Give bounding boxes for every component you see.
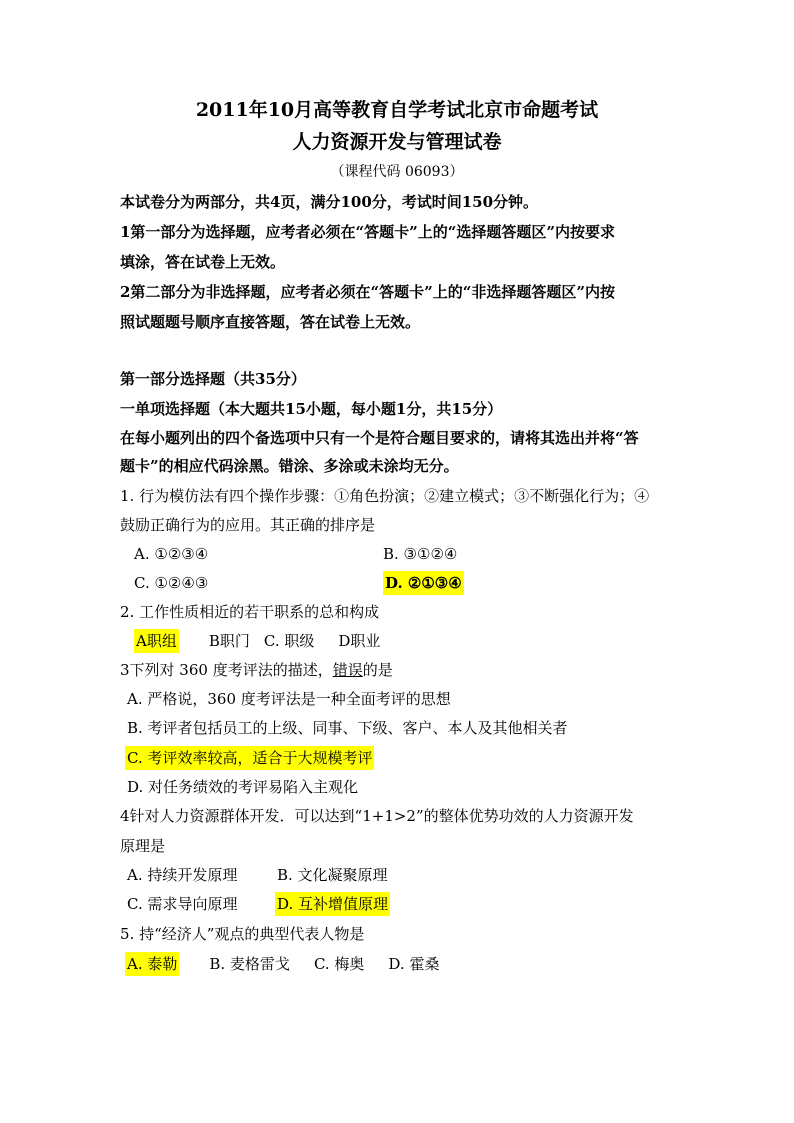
- section-heading: 一单项选择题（本大题共15小题，每小题1分，共15分）: [120, 400, 503, 418]
- course-code: （课程代码 06093）: [330, 164, 464, 180]
- directions-line-b: 题卡”的相应代码涂黑。错涂、多涂或未涂均无分。: [120, 457, 459, 475]
- q4-stem-b: 原理是: [120, 837, 166, 855]
- q1-option-c: C. ①②④③: [134, 574, 209, 592]
- q2-stem: 2. 工作性质相近的若干职系的总和构成: [120, 603, 380, 621]
- answer-highlight: D. 互补增值原理: [275, 892, 390, 916]
- q5-option-d: D. 霍桑: [388, 955, 440, 973]
- q3-stem-text: 3下列对 360 度考评法的描述，: [120, 661, 333, 679]
- q1-option-d-answer: [383, 573, 464, 593]
- q3-option-d: D. 对任务绩效的考评易陷入主观化: [127, 778, 359, 796]
- instruction-line2b: 填涂，答在试卷上无效。: [120, 253, 286, 271]
- q2-option-a-answer: A职组: [134, 629, 179, 653]
- q3-stem: [120, 660, 393, 680]
- instruction-line3b: 照试题题号顺序直接答题，答在试卷上无效。: [120, 313, 421, 331]
- q5-option-c: C. 梅奥: [313, 955, 365, 973]
- instruction-line3a: 2第二部分为非选择题，应考者必须在“答题卡”上的“非选择题答题区”内按: [120, 283, 615, 301]
- exam-title-line1: 2011年10月高等教育自学考试北京市命题考试: [195, 99, 599, 121]
- q5-options: [125, 954, 439, 974]
- q3-stem-emphasis: 错误: [332, 661, 363, 679]
- part1-heading: 第一部分选择题（共35分）: [120, 370, 306, 388]
- exam-title-line2: 人力资源开发与管理试卷: [292, 131, 502, 153]
- q3-option-a: A. 严格说，360 度考评法是一种全面考评的思想: [127, 690, 451, 708]
- q3-stem-end: 的是: [362, 661, 393, 679]
- q4-stem-a: 4针对人力资源群体开发．可以达到“1+1>2”的整体优势功效的人力资源开发: [120, 807, 634, 825]
- q2-option-c: C. 职级: [263, 632, 315, 650]
- directions-line-a: 在每小题列出的四个备选项中只有一个是符合题目要求的，请将其选出并将“答: [120, 429, 639, 447]
- q4-option-c: C. 需求导向原理: [127, 895, 238, 913]
- q1-option-b: B. ③①②④: [383, 545, 458, 563]
- q1-stem-b: 鼓励正确行为的应用。其正确的排序是: [120, 516, 376, 534]
- q1-stem-a: 1. 行为模仿法有四个操作步骤：①角色扮演；②建立模式；③不断强化行为；④: [120, 487, 650, 505]
- q2-option-b: B职门: [208, 632, 250, 650]
- instruction-line2a: 1第一部分为选择题，应考者必须在“答题卡”上的“选择题答题区”内按要求: [120, 223, 615, 241]
- q3-option-b: B. 考评者包括员工的上级、同事、下级、客户、本人及其他相关者: [127, 719, 568, 737]
- q4-option-b: B. 文化凝聚原理: [277, 866, 388, 884]
- q5-option-a-answer: A. 泰勒: [125, 952, 179, 976]
- instruction-line1: 本试卷分为两部分，共4页，满分100分，考试时间150分钟。: [120, 193, 539, 211]
- answer-highlight: C. 考评效率较高，适合于大规模考评: [125, 746, 374, 770]
- answer-highlight: D. ②①③④: [383, 571, 464, 595]
- q4-option-d-answer: [275, 894, 390, 914]
- q2-option-d: D职业: [338, 632, 381, 650]
- q1-option-a: A. ①②③④: [134, 545, 209, 563]
- q2-options: [134, 631, 380, 651]
- q5-option-b: B. 麦格雷戈: [209, 955, 290, 973]
- q5-stem: 5. 持“经济人”观点的典型代表人物是: [120, 925, 365, 943]
- q3-option-c-answer: [125, 748, 374, 768]
- q4-option-a: A. 持续开发原理: [127, 866, 238, 884]
